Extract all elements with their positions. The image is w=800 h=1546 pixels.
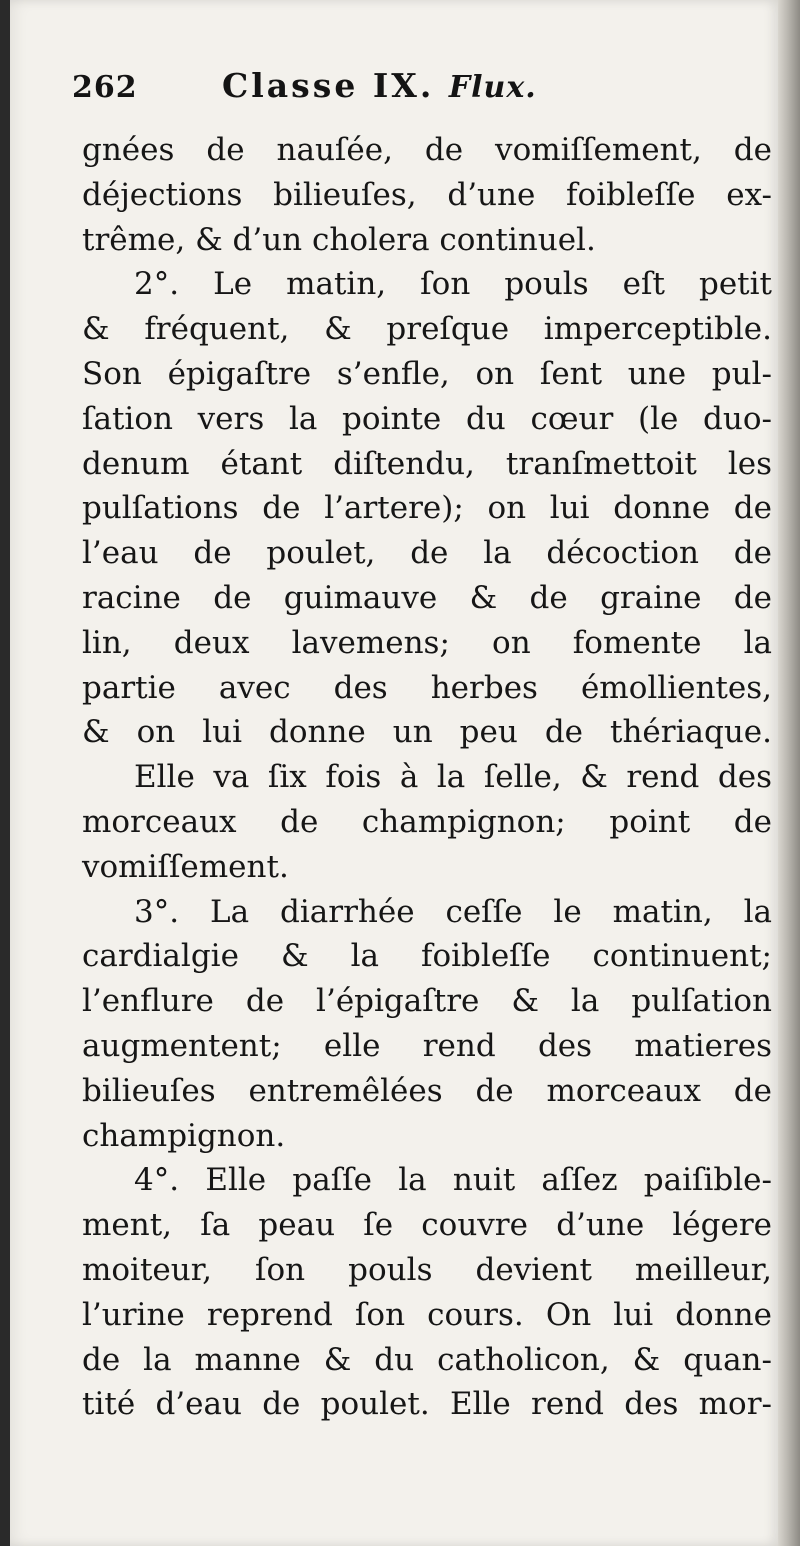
page-number: 262 [72, 70, 138, 105]
text-line: de la manne & du catholicon, & quan- [82, 1341, 772, 1378]
text-line: 2°. Le matin, ſon pouls eſt petit [134, 266, 772, 303]
text-line: bilieuſes entremêlées de morceaux de [82, 1072, 772, 1109]
text-line: ſation vers la pointe du cœur (le duo- [82, 400, 772, 437]
text-line: déjections bilieuſes, d’une foibleſſe ex- [82, 176, 772, 213]
text-line: 3°. La diarrhée ceſſe le matin, la [134, 893, 772, 930]
text-line: 4°. Elle paſſe la nuit aſſez paiſible- [134, 1162, 772, 1199]
text-line: lin, deux lavemens; on fomente la [82, 624, 772, 661]
text-line: cardialgie & la foibleſſe continuent; [82, 938, 772, 975]
text-line: l’urine reprend ſon cours. On lui donne [82, 1296, 772, 1333]
text-line: trême, & d’un cholera continuel. [82, 221, 596, 258]
text-line: moiteur, ſon pouls devient meilleur, [82, 1251, 772, 1288]
body-text [82, 128, 772, 1427]
page-header [72, 62, 762, 112]
book-page [10, 0, 778, 1546]
text-line: morceaux de champignon; point de [82, 803, 772, 840]
running-head-section: Flux. [448, 70, 537, 105]
text-line: l’enflure de l’épigaſtre & la pulſation [82, 983, 772, 1020]
text-line: gnées de nauſée, de vomiſſement, de [82, 132, 772, 168]
text-line: champignon. [82, 1117, 286, 1154]
text-line: ment, ſa peau ſe couvre d’une légere [82, 1207, 772, 1244]
text-line: augmentent; elle rend des matieres [82, 1027, 772, 1064]
running-head [222, 66, 537, 105]
text-line: pulſations de l’artere); on lui donne de [82, 490, 772, 527]
running-head-title: Classe IX. [222, 66, 435, 105]
text-line: partie avec des herbes émollientes, [82, 669, 772, 706]
text-line: Son épigaſtre s’enfle, on ſent une pul- [82, 355, 772, 392]
page-edge-shadow [778, 0, 800, 1546]
text-line: tité d’eau de poulet. Elle rend des mor- [82, 1386, 772, 1423]
text-line: vomiſſement. [82, 848, 289, 885]
text-line: l’eau de poulet, de la décoction de [82, 535, 772, 572]
text-line: racine de guimauve & de graine de [82, 579, 772, 616]
text-line: & fréquent, & preſque imperceptible. [82, 311, 772, 348]
text-line: & on lui donne un peu de thériaque. [82, 714, 772, 751]
text-line: denum étant diſtendu, tranſmettoit les [82, 445, 772, 482]
text-line: Elle va ſix fois à la ſelle, & rend des [134, 759, 772, 796]
